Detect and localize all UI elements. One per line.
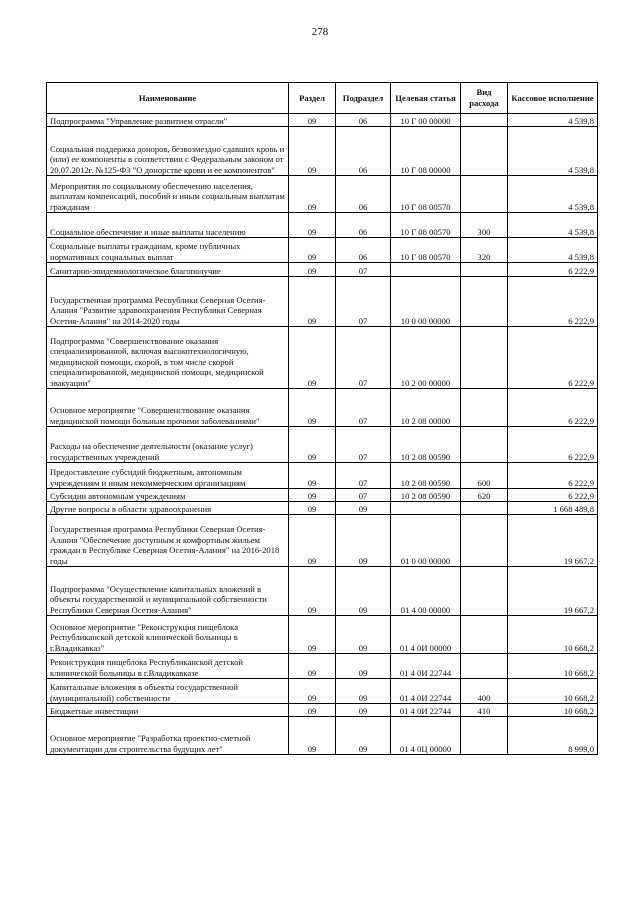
row-target-article-cell: 10 Г 08 00570 xyxy=(391,176,461,213)
table-row xyxy=(47,704,598,717)
row-razdel-cell: 09 xyxy=(289,114,336,127)
row-cash-execution-cell: 6 222,9 xyxy=(508,427,598,463)
row-cash-execution-cell: 4 539,8 xyxy=(508,238,598,263)
row-podrazdel-cell: 09 xyxy=(336,654,391,679)
row-name-cell: Социальная поддержка доноров, безвозмездно сдавших кровь и (или) ее компоненты в соответствии с Федеральным законом от 20.07.2012г. №125-ФЗ "О донорстве крови и ее компонентов" xyxy=(47,127,289,176)
row-razdel-cell: 09 xyxy=(289,502,336,515)
row-cash-execution-cell: 10 668,2 xyxy=(508,654,598,679)
row-name-cell: Государственная программа Республики Северная Осетия-Алания "Развитие здравоохранения Республики Северная Осетия-Алания" на 2014-2020 годы xyxy=(47,277,289,327)
row-podrazdel-cell: 09 xyxy=(336,515,391,567)
row-podrazdel-cell: 09 xyxy=(336,679,391,704)
row-podrazdel-cell: 07 xyxy=(336,463,391,489)
table-row xyxy=(47,502,598,515)
row-expense-type-cell xyxy=(461,654,508,679)
row-cash-execution-cell: 6 222,9 xyxy=(508,389,598,427)
row-target-article-cell: 10 0 00 00000 xyxy=(391,277,461,327)
table-row xyxy=(47,679,598,704)
row-razdel-cell: 09 xyxy=(289,127,336,176)
budget-table xyxy=(46,82,598,755)
row-expense-type-cell xyxy=(461,127,508,176)
row-expense-type-cell xyxy=(461,263,508,277)
table-row xyxy=(47,277,598,327)
row-expense-type-cell xyxy=(461,567,508,616)
row-cash-execution-cell: 4 539,8 xyxy=(508,176,598,213)
table-row xyxy=(47,515,598,567)
row-podrazdel-cell: 06 xyxy=(336,114,391,127)
row-razdel-cell: 09 xyxy=(289,616,336,654)
row-expense-type-cell xyxy=(461,327,508,389)
table-row xyxy=(47,213,598,238)
row-razdel-cell: 09 xyxy=(289,463,336,489)
header-cash-execution: Кассовое исполнение xyxy=(508,83,598,114)
header-name: Наименование xyxy=(47,83,289,114)
table-row xyxy=(47,127,598,176)
row-cash-execution-cell: 10 668,2 xyxy=(508,616,598,654)
row-cash-execution-cell: 19 667,2 xyxy=(508,515,598,567)
row-expense-type-cell xyxy=(461,176,508,213)
page-number: 278 xyxy=(311,26,329,38)
row-name-cell: Социальные выплаты гражданам, кроме публичных нормативных социальных выплат xyxy=(47,238,289,263)
row-expense-type-cell xyxy=(461,616,508,654)
header-podrazdel: Подраздел xyxy=(336,83,391,114)
table-row xyxy=(47,463,598,489)
row-expense-type-cell: 400 xyxy=(461,679,508,704)
row-razdel-cell: 09 xyxy=(289,704,336,717)
row-target-article-cell: 01 4 0И 22744 xyxy=(391,654,461,679)
row-razdel-cell: 09 xyxy=(289,489,336,502)
row-target-article-cell: 10 2 08 00590 xyxy=(391,489,461,502)
table-row xyxy=(47,567,598,616)
row-razdel-cell: 09 xyxy=(289,515,336,567)
row-name-cell: Санитарно-эпидемиологическое благополучие xyxy=(47,263,289,277)
row-razdel-cell: 09 xyxy=(289,679,336,704)
row-target-article-cell: 10 2 08 00590 xyxy=(391,463,461,489)
row-podrazdel-cell: 06 xyxy=(336,213,391,238)
row-target-article-cell: 10 Г 08 00000 xyxy=(391,127,461,176)
row-target-article-cell: 01 4 0И 22744 xyxy=(391,679,461,704)
row-name-cell: Субсидии автономным учреждениям xyxy=(47,489,289,502)
row-razdel-cell: 09 xyxy=(289,327,336,389)
row-target-article-cell: 01 4 0Ц 00000 xyxy=(391,717,461,755)
row-name-cell: Основное мероприятие "Разработка проектно-сметной документации для строительства будущих лет" xyxy=(47,717,289,755)
row-podrazdel-cell: 06 xyxy=(336,176,391,213)
row-name-cell: Подпрограмма "Управление развитием отрасли" xyxy=(47,114,289,127)
table-header-row xyxy=(47,83,598,114)
row-cash-execution-cell: 19 667,2 xyxy=(508,567,598,616)
row-razdel-cell: 09 xyxy=(289,176,336,213)
row-name-cell: Государственная программа Республики Северная Осетия-Алания "Обеспечение доступным и комфортным жильем граждан в Республике Северная Осетия-Алания" на 2016-2018 годы xyxy=(47,515,289,567)
row-expense-type-cell: 320 xyxy=(461,238,508,263)
header-razdel: Раздел xyxy=(289,83,336,114)
row-target-article-cell xyxy=(391,502,461,515)
header-target-article: Целевая статья xyxy=(391,83,461,114)
row-name-cell: Другие вопросы в области здравоохранения xyxy=(47,502,289,515)
row-name-cell: Социальное обеспечение и иные выплаты населению xyxy=(47,213,289,238)
row-cash-execution-cell: 10 668,2 xyxy=(508,704,598,717)
row-name-cell: Реконструкция пищеблока Республиканской детской клинической больницы в г.Владикавказе xyxy=(47,654,289,679)
row-target-article-cell: 01 4 00 00000 xyxy=(391,567,461,616)
table-row xyxy=(47,427,598,463)
row-name-cell: Расходы на обеспечение деятельности (оказание услуг) государственных учреждений xyxy=(47,427,289,463)
row-podrazdel-cell: 07 xyxy=(336,327,391,389)
row-expense-type-cell xyxy=(461,389,508,427)
row-razdel-cell: 09 xyxy=(289,389,336,427)
table-row xyxy=(47,717,598,755)
row-target-article-cell: 01 4 0И 22744 xyxy=(391,704,461,717)
row-expense-type-cell: 300 xyxy=(461,213,508,238)
row-podrazdel-cell: 07 xyxy=(336,277,391,327)
table-row xyxy=(47,327,598,389)
row-podrazdel-cell: 09 xyxy=(336,704,391,717)
row-cash-execution-cell: 1 668 489,8 xyxy=(508,502,598,515)
table-row xyxy=(47,654,598,679)
table-row xyxy=(47,176,598,213)
row-target-article-cell: 10 2 00 00000 xyxy=(391,327,461,389)
row-podrazdel-cell: 09 xyxy=(336,502,391,515)
row-name-cell: Мероприятия по социальному обеспечению населения, выплатам компенсаций, пособий и иным социальным выплатам гражданам xyxy=(47,176,289,213)
row-expense-type-cell: 410 xyxy=(461,704,508,717)
row-name-cell: Подпрограмма "Осуществление капитальных вложений в объекты государственной и муниципальной собственности Республики Северная Осетия-Алания" xyxy=(47,567,289,616)
row-cash-execution-cell: 4 539,8 xyxy=(508,127,598,176)
row-expense-type-cell: 600 xyxy=(461,463,508,489)
row-podrazdel-cell: 09 xyxy=(336,616,391,654)
header-expense-type: Вид расхода xyxy=(461,83,508,114)
row-podrazdel-cell: 07 xyxy=(336,489,391,502)
row-target-article-cell: 01 0 00 00000 xyxy=(391,515,461,567)
row-podrazdel-cell: 06 xyxy=(336,238,391,263)
row-name-cell: Капитальные вложения в объекты государственной (муниципальной) собственности xyxy=(47,679,289,704)
row-target-article-cell: 10 Г 08 00570 xyxy=(391,238,461,263)
row-razdel-cell: 09 xyxy=(289,263,336,277)
row-cash-execution-cell: 8 999,0 xyxy=(508,717,598,755)
row-podrazdel-cell: 07 xyxy=(336,427,391,463)
row-podrazdel-cell: 09 xyxy=(336,717,391,755)
row-razdel-cell: 09 xyxy=(289,213,336,238)
table-row xyxy=(47,616,598,654)
row-target-article-cell: 10 Г 00 00000 xyxy=(391,114,461,127)
row-cash-execution-cell: 10 668,2 xyxy=(508,679,598,704)
row-expense-type-cell xyxy=(461,502,508,515)
table-row xyxy=(47,114,598,127)
row-name-cell: Бюджетные инвестиции xyxy=(47,704,289,717)
row-cash-execution-cell: 6 222,9 xyxy=(508,263,598,277)
row-razdel-cell: 09 xyxy=(289,238,336,263)
row-podrazdel-cell: 07 xyxy=(336,263,391,277)
table-body xyxy=(47,114,598,755)
row-target-article-cell xyxy=(391,263,461,277)
row-cash-execution-cell: 6 222,9 xyxy=(508,327,598,389)
table-row xyxy=(47,489,598,502)
row-name-cell: Основное мероприятие "Совершенствование оказания медицинской помощи больным прочими заболеваниями" xyxy=(47,389,289,427)
row-target-article-cell: 10 2 08 00000 xyxy=(391,389,461,427)
row-expense-type-cell xyxy=(461,515,508,567)
row-name-cell: Предоставление субсидий бюджетным, автономным учреждениям и иным некоммерческим организациям xyxy=(47,463,289,489)
row-razdel-cell: 09 xyxy=(289,277,336,327)
row-expense-type-cell xyxy=(461,717,508,755)
row-target-article-cell: 10 Г 08 00570 xyxy=(391,213,461,238)
row-cash-execution-cell: 6 222,9 xyxy=(508,489,598,502)
row-razdel-cell: 09 xyxy=(289,427,336,463)
row-razdel-cell: 09 xyxy=(289,654,336,679)
table-row xyxy=(47,263,598,277)
row-expense-type-cell xyxy=(461,277,508,327)
table-row xyxy=(47,238,598,263)
row-cash-execution-cell: 6 222,9 xyxy=(508,277,598,327)
row-podrazdel-cell: 07 xyxy=(336,389,391,427)
row-podrazdel-cell: 09 xyxy=(336,567,391,616)
row-podrazdel-cell: 06 xyxy=(336,127,391,176)
row-target-article-cell: 01 4 0И 00000 xyxy=(391,616,461,654)
row-razdel-cell: 09 xyxy=(289,717,336,755)
row-name-cell: Подпрограмма "Совершенствование оказания специализированной, включая высокотехнологичную, медицинской помощи, скорой, в том числе скорой специализированной, медицинской помощи, медицинской эвакуации" xyxy=(47,327,289,389)
row-target-article-cell: 10 2 08 00590 xyxy=(391,427,461,463)
row-cash-execution-cell: 4 539,8 xyxy=(508,213,598,238)
row-cash-execution-cell: 6 222,9 xyxy=(508,463,598,489)
row-expense-type-cell xyxy=(461,114,508,127)
row-razdel-cell: 09 xyxy=(289,567,336,616)
row-name-cell: Основное мероприятие "Реконструкция пищеблока Республиканской детской клинической больницы в г.Владикавказ" xyxy=(47,616,289,654)
row-expense-type-cell: 620 xyxy=(461,489,508,502)
row-cash-execution-cell: 4 539,8 xyxy=(508,114,598,127)
table-row xyxy=(47,389,598,427)
row-expense-type-cell xyxy=(461,427,508,463)
